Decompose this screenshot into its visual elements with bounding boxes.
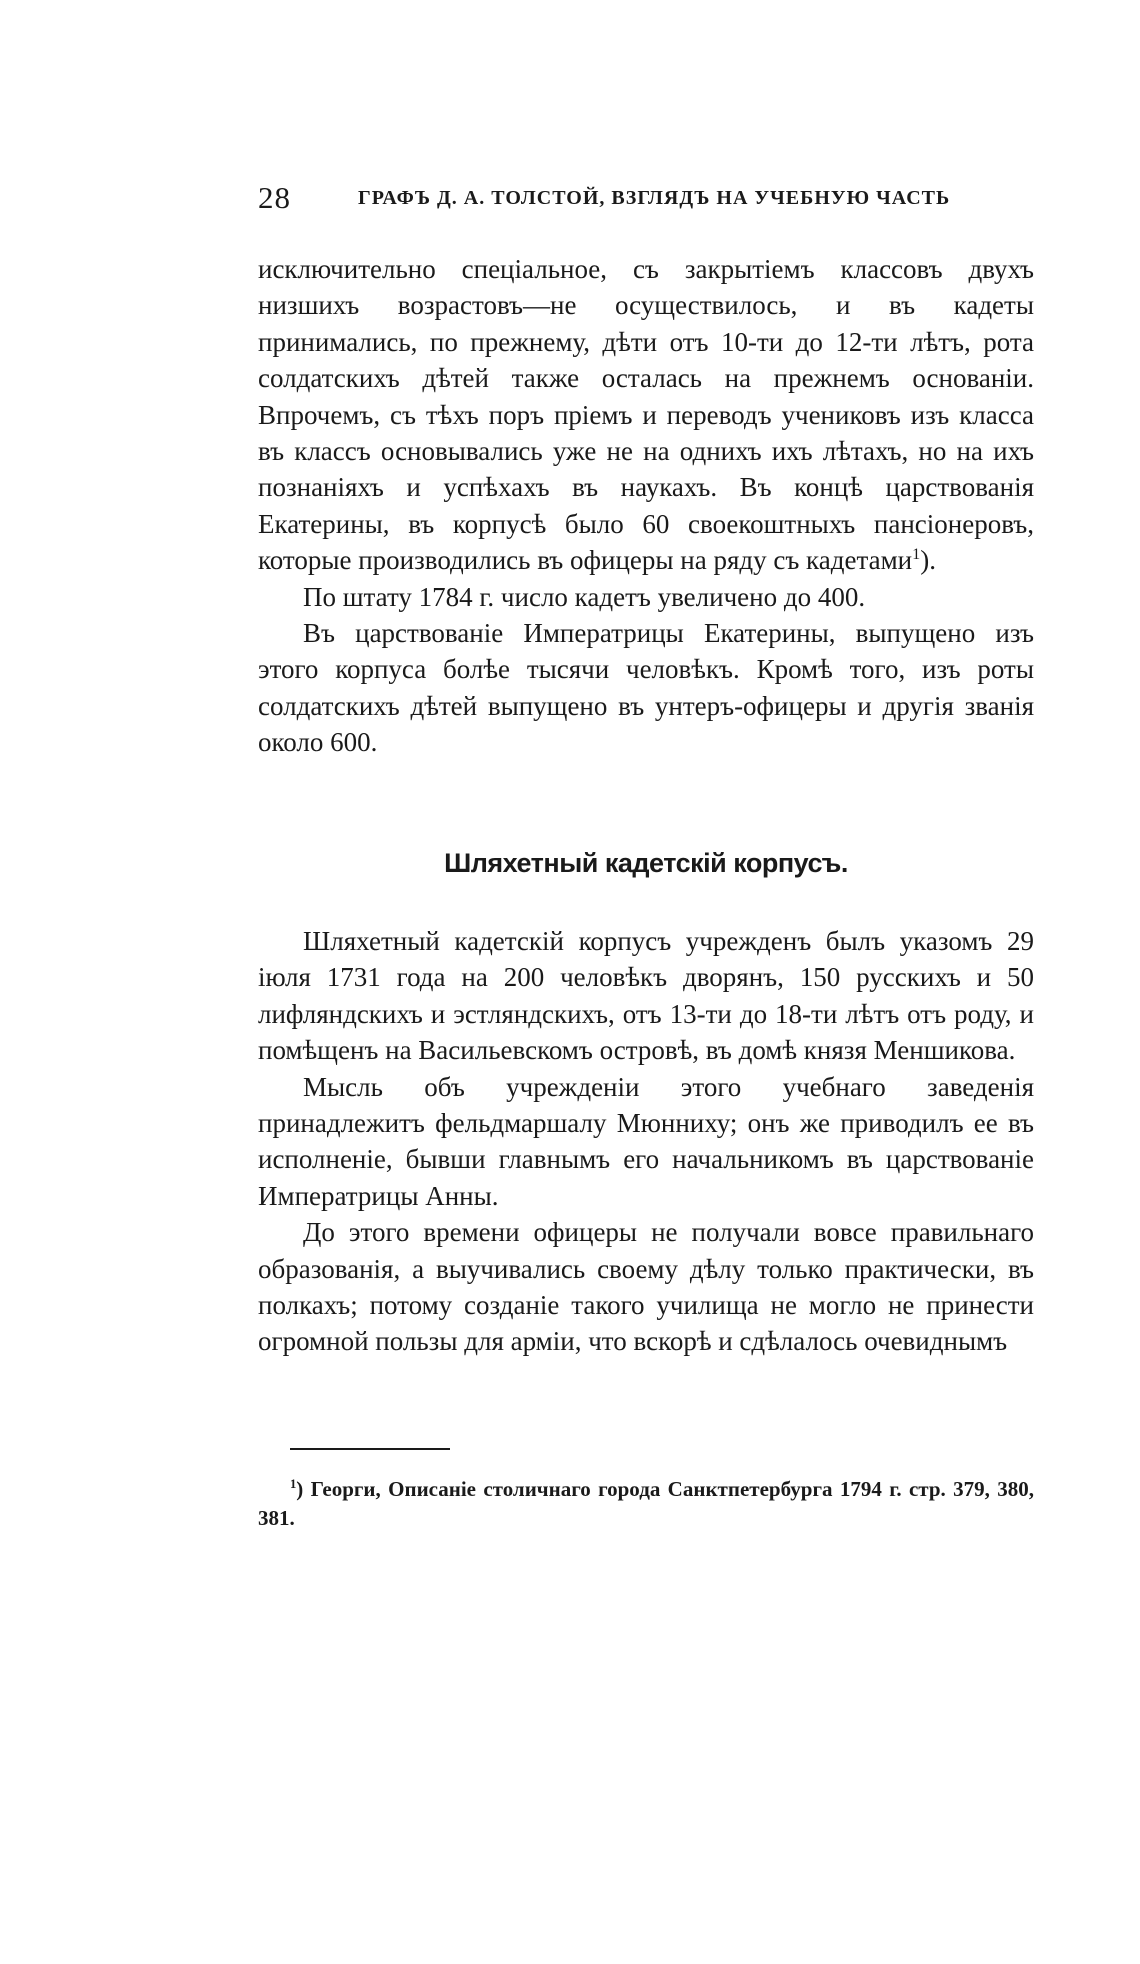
paragraph-tail: ).	[920, 545, 936, 576]
running-head	[258, 176, 1048, 220]
running-title: ГРАФЪ Д. А. ТОЛСТОЙ, ВЗГЛЯДЪ НА УЧЕБНУЮ ЧАСТЬ	[358, 187, 951, 209]
paragraph-text: исключительно спеціальное, съ закрытіемъ классовъ двухъ низшихъ возрастовъ—не осуществилось, и въ кадеты принимались, по прежнему, дѣти отъ 10-ти до 12-ти лѣтъ, рота солдатскихъ дѣтей также осталась на прежнемъ основаніи. Впрочемъ, съ тѣхъ поръ пріемъ и переводъ учениковъ изъ класса въ классъ основывались уже не на однихъ ихъ лѣтахъ, но на ихъ познаніяхъ и успѣхахъ въ наукахъ. Въ концѣ царствованія Екатерины, въ корпусѣ было 60 своекоштныхъ пансіонеровъ, которые производились въ офицеры на ряду съ кадетами	[258, 254, 1034, 576]
paragraph	[258, 251, 1034, 579]
footnote	[258, 1475, 1034, 1533]
paragraph: Шляхетный кадетскій корпусъ учрежденъ былъ указомъ 29 іюля 1731 года на 200 человѣкъ дворянъ, 150 русскихъ и 50 лифляндскихъ и эстляндскихъ, отъ 13-ти до 18-ти лѣтъ отъ роду, и помѣщенъ на Васильевскомъ островѣ, въ домѣ князя Меншикова.	[258, 926, 1034, 1066]
footnote-text	[258, 1475, 1034, 1533]
paragraph: По штату 1784 г. число кадетъ увеличено до 400.	[303, 581, 866, 612]
footnote-reference: 1	[912, 545, 921, 564]
paragraph: Мысль объ учрежденіи этого учебнаго заведенія принадлежитъ фельдмаршалу Мюнниху; онъ же приводилъ ее въ исполненіе, бывши главнымъ его начальникомъ въ царствованіе Императрицы Анны.	[258, 1071, 1034, 1211]
text-block-section	[258, 923, 1034, 1360]
paragraph: До этого времени офицеры не получали вовсе правильнаго образованія, а выучивались своему дѣлу только практически, въ полкахъ; потому созданіе такого училища не могло не принести огромной пользы для арміи, что вскорѣ и сдѣлалось очевиднымъ	[258, 1217, 1034, 1357]
section-heading: Шляхетный кадетскій корпусъ.	[444, 848, 848, 878]
page-number: 28	[258, 180, 291, 215]
paragraph: Въ царствованіе Императрицы Екатерины, выпущено изъ этого корпуса болѣе тысячи человѣкъ. Кромѣ того, изъ роты солдатскихъ дѣтей выпущено въ унтеръ-офицеры и другія званія около 600.	[258, 618, 1034, 758]
footnote-divider	[290, 1448, 450, 1450]
text-block-continuation	[258, 251, 1034, 761]
footnote-body: ) Георги, Описаніе столичнаго города Санктпетербурга 1794 г. стр. 379, 380, 381.	[258, 1477, 1034, 1530]
footnote-mark: 1	[290, 1477, 297, 1491]
